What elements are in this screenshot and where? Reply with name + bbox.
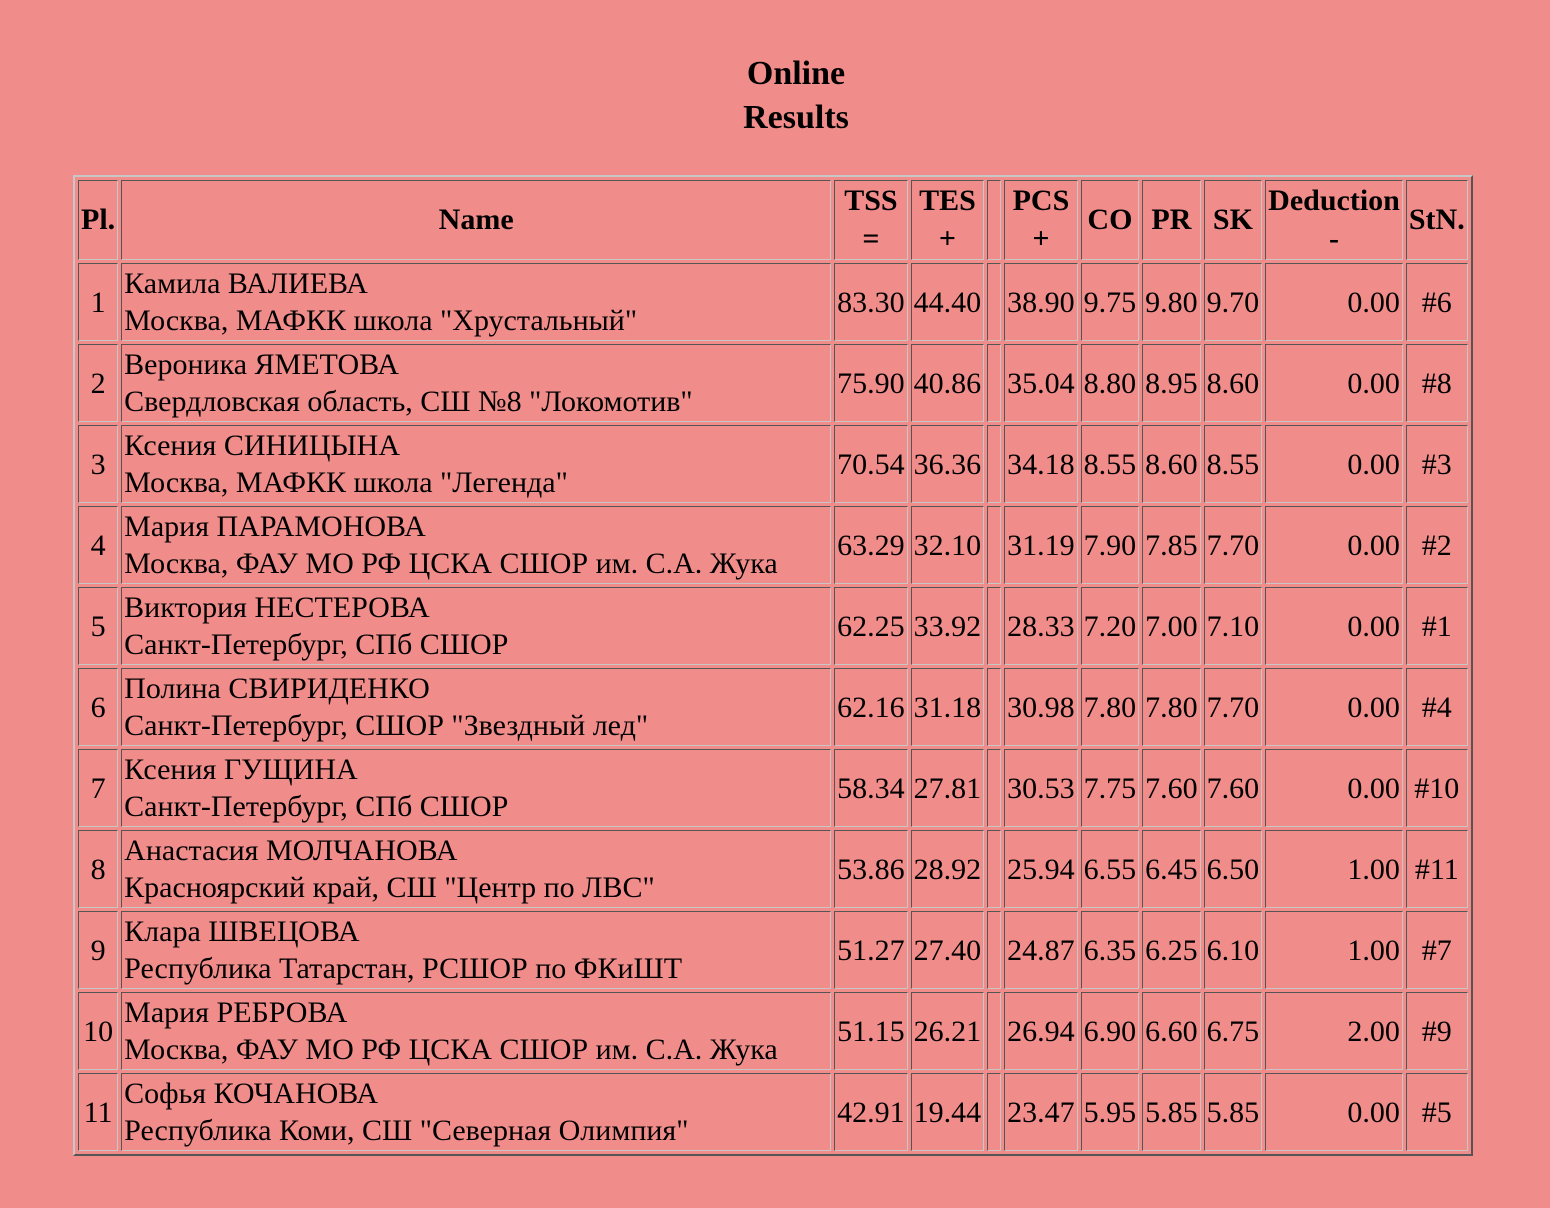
cell-name <box>121 425 831 503</box>
skater-club: Санкт-Петербург, СПб СШОР <box>124 628 509 661</box>
cell-name <box>121 344 831 422</box>
skater-club: Москва, МАФКК школа "Легенда" <box>124 466 568 499</box>
cell-name <box>121 506 831 584</box>
cell-tss: 62.16 <box>834 668 908 746</box>
cell-name <box>121 668 831 746</box>
skater-club: Республика Татарстан, РСШОР по ФКиШТ <box>124 952 683 985</box>
skater-name: Ксения ГУЩИНА <box>124 753 358 786</box>
header-spacer <box>987 180 1001 260</box>
table-row <box>78 425 1468 503</box>
cell-sk: 7.10 <box>1204 587 1263 665</box>
cell-tes: 28.92 <box>911 830 985 908</box>
cell-sk: 6.75 <box>1204 992 1263 1070</box>
cell-name <box>121 587 831 665</box>
cell-tes: 44.40 <box>911 263 985 341</box>
cell-deduction: 0.00 <box>1265 425 1403 503</box>
cell-name <box>121 749 831 827</box>
cell-co: 7.90 <box>1081 506 1140 584</box>
cell-spacer <box>987 992 1001 1070</box>
cell-spacer <box>987 344 1001 422</box>
cell-tss: 75.90 <box>834 344 908 422</box>
skater-name: Ксения СИНИЦЫНА <box>124 429 401 462</box>
cell-tss: 53.86 <box>834 830 908 908</box>
header-row <box>78 180 1468 260</box>
cell-tes: 27.81 <box>911 749 985 827</box>
table-row <box>78 263 1468 341</box>
title-line-results: Results <box>743 99 849 136</box>
cell-stn: #5 <box>1406 1073 1468 1151</box>
skater-club: Свердловская область, СШ №8 "Локомотив" <box>124 385 693 418</box>
cell-spacer <box>987 425 1001 503</box>
cell-spacer <box>987 1073 1001 1151</box>
cell-place: 10 <box>78 992 118 1070</box>
cell-sk: 7.60 <box>1204 749 1263 827</box>
cell-sk: 5.85 <box>1204 1073 1263 1151</box>
cell-deduction: 0.00 <box>1265 506 1403 584</box>
cell-pr: 6.25 <box>1142 911 1201 989</box>
header-place: Pl. <box>78 180 118 260</box>
cell-place: 9 <box>78 911 118 989</box>
cell-place: 7 <box>78 749 118 827</box>
cell-pcs: 24.87 <box>1004 911 1078 989</box>
cell-stn: #10 <box>1406 749 1468 827</box>
cell-pr: 7.60 <box>1142 749 1201 827</box>
cell-pr: 6.45 <box>1142 830 1201 908</box>
table-row <box>78 587 1468 665</box>
cell-sk: 9.70 <box>1204 263 1263 341</box>
table-row <box>78 830 1468 908</box>
cell-spacer <box>987 263 1001 341</box>
cell-tss: 62.25 <box>834 587 908 665</box>
cell-stn: #7 <box>1406 911 1468 989</box>
cell-deduction: 0.00 <box>1265 749 1403 827</box>
cell-pr: 7.00 <box>1142 587 1201 665</box>
skater-club: Москва, ФАУ МО РФ ЦСКА СШОР им. С.А. Жука <box>124 547 778 580</box>
cell-co: 7.20 <box>1081 587 1140 665</box>
skater-name: Камила ВАЛИЕВА <box>124 267 368 300</box>
cell-deduction: 2.00 <box>1265 992 1403 1070</box>
skater-name: Мария РЕБРОВА <box>124 996 348 1029</box>
cell-tss: 70.54 <box>834 425 908 503</box>
table-row <box>78 749 1468 827</box>
cell-tes: 31.18 <box>911 668 985 746</box>
cell-pr: 7.85 <box>1142 506 1201 584</box>
cell-name <box>121 992 831 1070</box>
cell-place: 2 <box>78 344 118 422</box>
cell-pcs: 38.90 <box>1004 263 1078 341</box>
cell-stn: #3 <box>1406 425 1468 503</box>
header-pr: PR <box>1142 180 1201 260</box>
cell-tes: 19.44 <box>911 1073 985 1151</box>
skater-name: Софья КОЧАНОВА <box>124 1077 379 1110</box>
title-line-online: Online <box>746 55 846 92</box>
cell-pcs: 30.98 <box>1004 668 1078 746</box>
cell-place: 4 <box>78 506 118 584</box>
header-tes <box>911 180 985 260</box>
skater-club: Санкт-Петербург, СШОР "Звездный лед" <box>124 709 649 742</box>
cell-spacer <box>987 911 1001 989</box>
cell-spacer <box>987 830 1001 908</box>
header-pcs-op: + <box>1032 222 1050 255</box>
table-row <box>78 911 1468 989</box>
cell-co: 7.80 <box>1081 668 1140 746</box>
cell-place: 1 <box>78 263 118 341</box>
cell-pr: 8.95 <box>1142 344 1201 422</box>
cell-spacer <box>987 506 1001 584</box>
cell-pr: 9.80 <box>1142 263 1201 341</box>
header-stn: StN. <box>1406 180 1468 260</box>
cell-tes: 32.10 <box>911 506 985 584</box>
cell-place: 5 <box>78 587 118 665</box>
cell-name <box>121 1073 831 1151</box>
cell-pcs: 23.47 <box>1004 1073 1078 1151</box>
header-deduction <box>1265 180 1403 260</box>
table-row <box>78 344 1468 422</box>
header-tes-op: + <box>938 222 956 255</box>
cell-name <box>121 830 831 908</box>
skater-name: Виктория НЕСТЕРОВА <box>124 591 430 624</box>
cell-name <box>121 911 831 989</box>
table-row <box>78 1073 1468 1151</box>
cell-co: 9.75 <box>1081 263 1140 341</box>
skater-club: Санкт-Петербург, СПб СШОР <box>124 790 509 823</box>
skater-club: Красноярский край, СШ "Центр по ЛВС" <box>124 871 655 904</box>
cell-tss: 51.27 <box>834 911 908 989</box>
cell-place: 11 <box>78 1073 118 1151</box>
table-row <box>78 992 1468 1070</box>
header-pcs <box>1004 180 1078 260</box>
cell-pcs: 31.19 <box>1004 506 1078 584</box>
cell-tes: 27.40 <box>911 911 985 989</box>
cell-deduction: 0.00 <box>1265 344 1403 422</box>
cell-tes: 40.86 <box>911 344 985 422</box>
cell-tss: 83.30 <box>834 263 908 341</box>
cell-pcs: 28.33 <box>1004 587 1078 665</box>
header-pcs-label: PCS <box>1012 184 1070 217</box>
skater-name: Полина СВИРИДЕНКО <box>124 672 430 705</box>
cell-tes: 33.92 <box>911 587 985 665</box>
cell-co: 6.55 <box>1081 830 1140 908</box>
cell-pcs: 35.04 <box>1004 344 1078 422</box>
cell-stn: #2 <box>1406 506 1468 584</box>
cell-tss: 58.34 <box>834 749 908 827</box>
skater-name: Клара ШВЕЦОВА <box>124 915 360 948</box>
cell-pr: 8.60 <box>1142 425 1201 503</box>
cell-tss: 51.15 <box>834 992 908 1070</box>
cell-deduction: 0.00 <box>1265 587 1403 665</box>
cell-sk: 7.70 <box>1204 506 1263 584</box>
header-tss-label: TSS <box>844 184 898 217</box>
cell-co: 7.75 <box>1081 749 1140 827</box>
cell-co: 8.80 <box>1081 344 1140 422</box>
cell-spacer <box>987 668 1001 746</box>
cell-sk: 6.10 <box>1204 911 1263 989</box>
header-deduction-op: - <box>1329 222 1340 255</box>
cell-place: 6 <box>78 668 118 746</box>
cell-pcs: 34.18 <box>1004 425 1078 503</box>
skater-name: Мария ПАРАМОНОВА <box>124 510 426 543</box>
cell-stn: #1 <box>1406 587 1468 665</box>
cell-tes: 36.36 <box>911 425 985 503</box>
table-row <box>78 506 1468 584</box>
cell-pcs: 30.53 <box>1004 749 1078 827</box>
skater-name: Вероника ЯМЕТОВА <box>124 348 399 381</box>
header-tes-label: TES <box>919 184 976 217</box>
cell-sk: 7.70 <box>1204 668 1263 746</box>
cell-deduction: 0.00 <box>1265 263 1403 341</box>
cell-pr: 5.85 <box>1142 1073 1201 1151</box>
cell-tss: 63.29 <box>834 506 908 584</box>
cell-deduction: 0.00 <box>1265 1073 1403 1151</box>
header-sk: SK <box>1204 180 1263 260</box>
cell-co: 5.95 <box>1081 1073 1140 1151</box>
cell-pr: 7.80 <box>1142 668 1201 746</box>
cell-pr: 6.60 <box>1142 992 1201 1070</box>
cell-name <box>121 263 831 341</box>
cell-pcs: 26.94 <box>1004 992 1078 1070</box>
cell-place: 8 <box>78 830 118 908</box>
cell-spacer <box>987 587 1001 665</box>
cell-co: 6.35 <box>1081 911 1140 989</box>
cell-stn: #8 <box>1406 344 1468 422</box>
skater-club: Москва, МАФКК школа "Хрустальный" <box>124 304 638 337</box>
cell-deduction: 1.00 <box>1265 830 1403 908</box>
header-co: CO <box>1081 180 1140 260</box>
table-row <box>78 668 1468 746</box>
cell-deduction: 0.00 <box>1265 668 1403 746</box>
header-name: Name <box>121 180 831 260</box>
header-tss <box>834 180 908 260</box>
skater-club: Республика Коми, СШ "Северная Олимпия" <box>124 1114 689 1147</box>
cell-spacer <box>987 749 1001 827</box>
cell-stn: #9 <box>1406 992 1468 1070</box>
page-title <box>0 52 1550 140</box>
cell-co: 8.55 <box>1081 425 1140 503</box>
cell-tss: 42.91 <box>834 1073 908 1151</box>
cell-sk: 8.60 <box>1204 344 1263 422</box>
cell-sk: 8.55 <box>1204 425 1263 503</box>
cell-sk: 6.50 <box>1204 830 1263 908</box>
cell-pcs: 25.94 <box>1004 830 1078 908</box>
header-tss-op: = <box>862 222 880 255</box>
cell-stn: #11 <box>1406 830 1468 908</box>
header-deduction-label: Deduction <box>1268 184 1400 217</box>
results-table <box>73 175 1473 1156</box>
cell-co: 6.90 <box>1081 992 1140 1070</box>
cell-deduction: 1.00 <box>1265 911 1403 989</box>
cell-stn: #4 <box>1406 668 1468 746</box>
skater-club: Москва, ФАУ МО РФ ЦСКА СШОР им. С.А. Жука <box>124 1033 778 1066</box>
cell-place: 3 <box>78 425 118 503</box>
skater-name: Анастасия МОЛЧАНОВА <box>124 834 458 867</box>
cell-stn: #6 <box>1406 263 1468 341</box>
cell-tes: 26.21 <box>911 992 985 1070</box>
